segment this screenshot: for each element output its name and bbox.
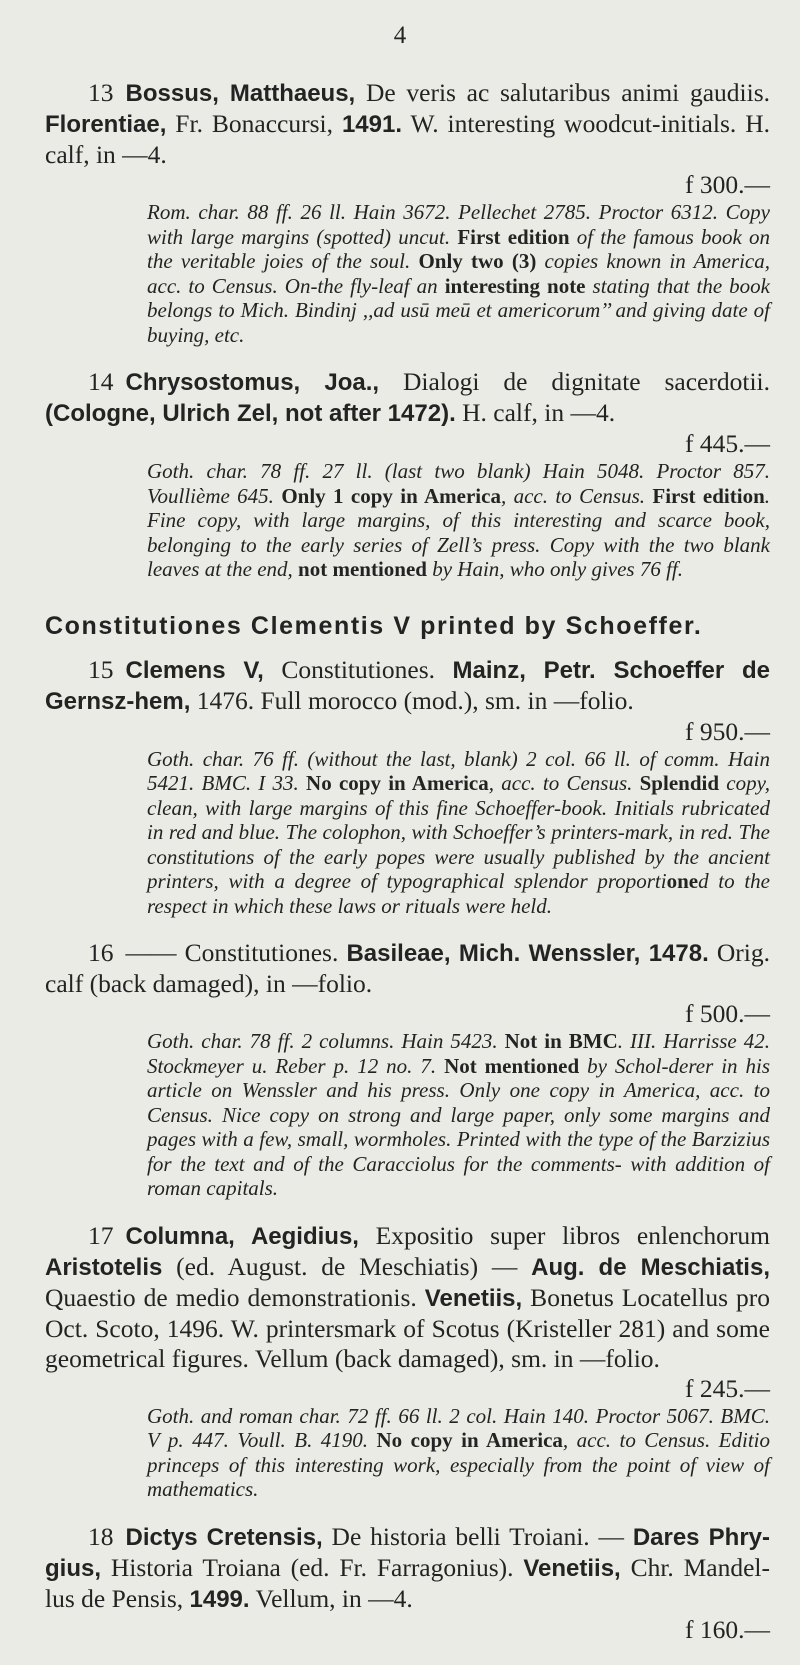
entry-heading (45, 367, 770, 429)
entry-number: 17 (88, 1220, 114, 1250)
catalogue-entry (45, 655, 770, 919)
entry-title: Bossus, Matthaeus, De veris ac salutaribus animi gaudiis. Florentiae, Fr. Bonaccursi, 1491. W. interesting woodcut-initials. H. calf, in —4. (45, 78, 771, 169)
entry-heading (45, 1522, 770, 1615)
entry-number: 15 (88, 654, 114, 684)
entry-description: Rom. char. 88 ff. 26 ll. Hain 3672. Pellechet 2785. Proctor 6312. Copy with large margins (spotted) uncut. First edition of the famous book on the veritable joies of the soul. Only two (3) copies known in America, acc. to Census. On-the fly-leaf an interesting note stating that the book belongs to Mich. Bindinj ,,ad usū meū et americorum’’ and giving date of buying, etc. (147, 200, 771, 347)
entry-price: f 245.— (685, 1373, 770, 1403)
entry-price: f 160.— (685, 1614, 770, 1644)
entry-title: Dictys Cretensis, De historia belli Troiani. — Dares Phry-gius, Historia Troiana (ed. Fr. Farragonius). Venetiis, Chr. Mandel-lus de Pensis, 1499. Vellum, in —4. (45, 1521, 770, 1613)
catalogue-entry (45, 1221, 770, 1502)
entry-title: Chrysostomus, Joa., Dialogi de dignitate sacerdotii. (Cologne, Ulrich Zel, not after 1472). H. calf, in —4. (45, 367, 770, 427)
entry-title: Columna, Aegidius, Expositio super libros enlenchorum Aristotelis (ed. August. de Meschiatis) — Aug. de Meschiatis, Quaestio de medio demonstrationis. Venetiis, Bonetus Locatellus pro Oct. Scoto, 1496. W. printersmark of Scotus (Kristeller 281) and some geometrical figures. Vellum (back damaged), sm. in —folio. (45, 1220, 770, 1373)
catalogue-entry (45, 78, 770, 347)
entry-heading (45, 655, 770, 717)
entry-heading (45, 938, 770, 999)
page-number: 4 (393, 22, 407, 49)
entry-heading (45, 78, 770, 170)
section-heading: Constitutiones Clementis V printed by Schoeffer. (45, 611, 703, 640)
catalogue-entry (45, 367, 770, 582)
entry-price: f 300.— (685, 170, 770, 199)
entry-description: Goth. char. 76 ff. (without the last, blank) 2 col. 66 ll. of comm. Hain 5421. BMC. I 33. No copy in America, acc. to Census. Splendid copy, clean, with large margins of this fine Schoeffer-book. Initials rubricated in red and blue. The colophon, with Schoeffer’s printers-mark, in red. The constitutions of the early popes were usually published by the ancient printers, with a degree of typographical splendor proportioned to the respect in which these laws or rituals were held. (147, 746, 770, 918)
entry-description: Goth. char. 78 ff. 2 columns. Hain 5423. Not in BMC. III. Harrisse 42. Stockmeyer u. Reber p. 12 no. 7. Not mentioned by Schol-derer in his article on Wenssler and his press. Only one copy in America, acc. to Census. Nice copy on strong and large paper, only some margins and pages with a few, small, wormholes. Printed with the type of the Barzizius for the text and of the Caracciolus for the comments- with addition of roman capitals. (147, 1029, 770, 1200)
catalogue-content (45, 78, 770, 1665)
entry-number: 16 (88, 938, 114, 967)
catalogue-entry (45, 938, 770, 1201)
entry-description: Goth. and roman char. 72 ff. 66 ll. 2 col. Hain 140. Proctor 5067. BMC. V p. 447. Voull. B. 4190. No copy in America, acc. to Census. Editio princeps of this interesting work, especially from the point of view of mathematics. (147, 1403, 771, 1501)
entry-number: 13 (88, 78, 114, 107)
entry-price: f 500.— (685, 999, 770, 1028)
entry-number: 18 (88, 1521, 114, 1551)
entry-description: Goth. char. 78 ff. 27 ll. (last two blank) Hain 5048. Proctor 857. Voullième 645. Only 1 copy in America, acc. to Census. First edition. Fine copy, with large margins, of this interesting and scarce book, belonging to the early series of Zell’s press. Copy with the two blank leaves at the end, not mentioned by Hain, who only gives 76 ff. (147, 459, 770, 581)
catalogue-entry (45, 1522, 770, 1645)
entry-number: 14 (88, 367, 114, 396)
entry-heading (45, 1221, 770, 1374)
entry-price: f 445.— (685, 429, 770, 458)
entry-title: —— Constitutiones. Basileae, Mich. Wenssler, 1478. Orig. calf (back damaged), in —folio. (45, 938, 770, 998)
entry-price: f 950.— (685, 716, 770, 746)
entry-title: Clemens V, Constitutiones. Mainz, Petr. Schoeffer de Gernsz-hem, 1476. Full morocco (mod.), sm. in —folio. (45, 654, 770, 715)
